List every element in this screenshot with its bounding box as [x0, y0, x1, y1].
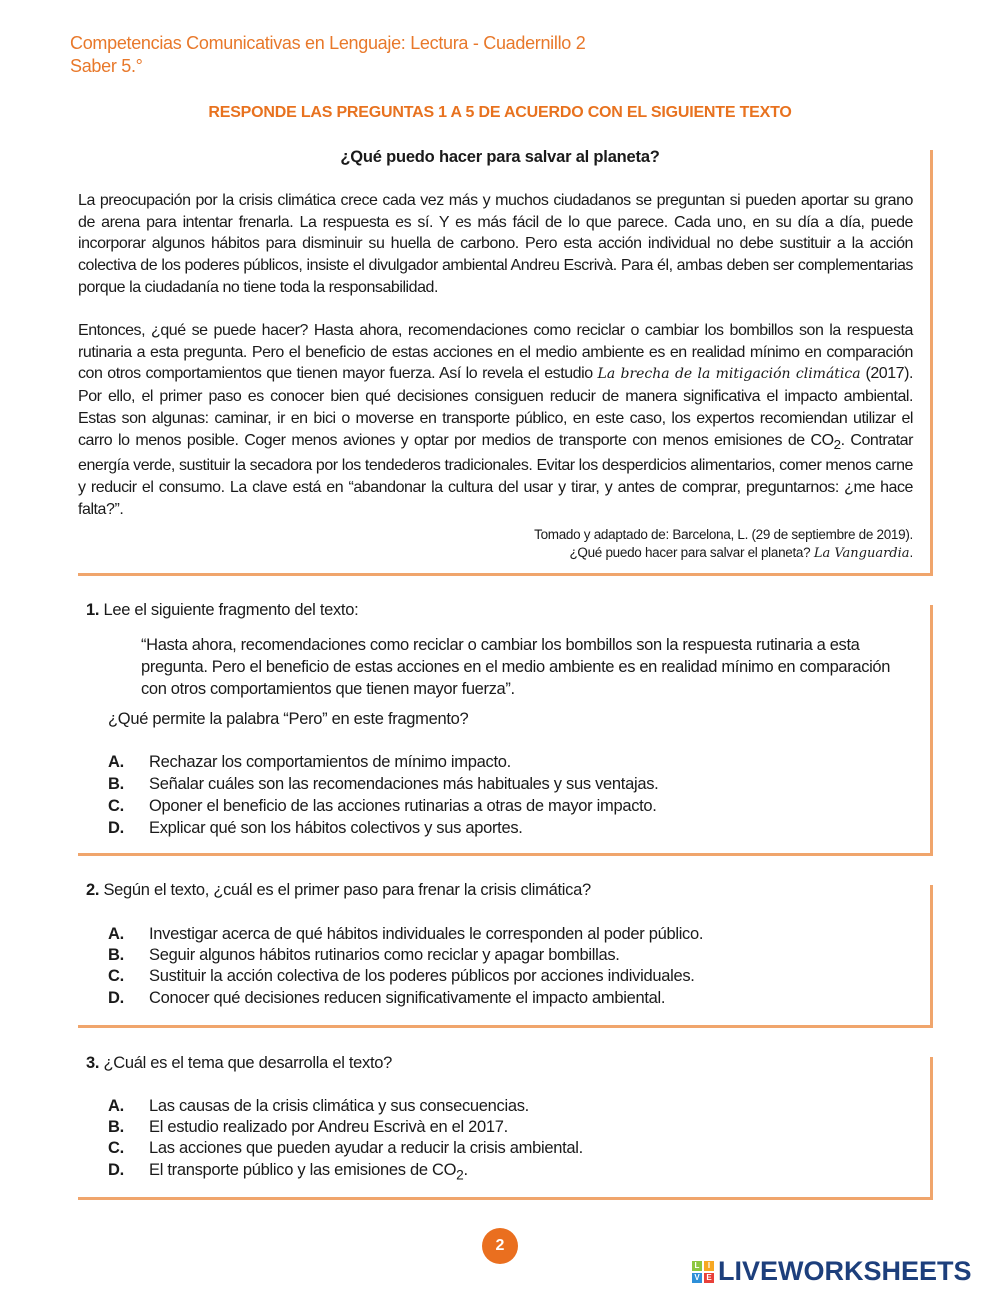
question-number: 1.	[86, 601, 100, 619]
subscript: 2	[456, 1167, 464, 1183]
header-grade: Saber 5.°	[70, 56, 143, 76]
option-letter: A.	[108, 925, 124, 943]
citation-line-1: Tomado y adaptado de: Barcelona, L. (29 de septiembre de 2019).	[534, 527, 913, 542]
reading-paragraph-2	[78, 320, 913, 521]
citation-line-2	[534, 544, 913, 563]
text: . Contratar energía verde, sustituir la secadora por los tendederos tradicionales. Evitar los desperdicios alimentarios, comer menos carne y reducir el consumo. La clave está en “abandonar la cultura del usar y tirar, y antes de comprar, preguntarnos: ¿me hace falta?”.	[78, 431, 914, 518]
option-text: El estudio realizado por Andreu Escrivà en el 2017.	[149, 1118, 508, 1136]
option-letter: D.	[108, 819, 124, 837]
option-text: Rechazar los comportamientos de mínimo impacto.	[149, 753, 511, 771]
source-name: La Vanguardia	[813, 546, 910, 561]
option-2b[interactable]	[108, 946, 620, 965]
logo-tile: I	[704, 1261, 714, 1271]
option-2c[interactable]	[108, 967, 695, 986]
option-text: Señalar cuáles son las recomendaciones más habituales y sus ventajas.	[149, 775, 659, 793]
option-text: El transporte público y las emisiones de CO	[149, 1161, 457, 1179]
logo-text: LIVEWORKSHEETS	[718, 1256, 972, 1286]
question-number: 3.	[86, 1054, 100, 1072]
reading-paragraph-1: La preocupación por la crisis climática crece cada vez más y muchos ciudadanos se preguntan si pueden aportar su grano de arena para intentar frenarla. La respuesta es sí. Y es más fácil de lo que parece. Cada uno, en su día a día, puede incorporar algunos hábitos para disminuir su huella de carbono. Pero esta acción individual no debe sustituir a la acción colectiva de los poderes públicos, insiste el divulgador ambiental Andreu Escrivà. Para él, ambas deben ser complementarias porque la ciudadanía no tiene toda la responsabilidad.	[78, 192, 913, 296]
option-1c[interactable]	[108, 797, 657, 816]
option-letter: C.	[108, 797, 124, 815]
text: Lee el siguiente fragmento del texto:	[103, 601, 359, 619]
question-1-prompt	[86, 601, 358, 620]
text: (2017). Por ello, el primer paso es conocer bien qué decisiones consiguen reducir de manera significativa el impacto ambiental. Estas son algunas: caminar, ir en bici o moverse en transporte público, en este caso, los expertos recomiendan utilizar el carro lo menos posible. Coger menos aviones y optar por medios de transporte con menos emisiones de CO	[78, 365, 913, 449]
question-number: 2.	[86, 881, 100, 899]
option-text: Las causas de la crisis climática y sus consecuencias.	[149, 1097, 529, 1115]
text: Según el texto, ¿cuál es el primer paso para frenar la crisis climática?	[103, 881, 591, 899]
subscript: 2	[833, 436, 841, 452]
option-letter: A.	[108, 1097, 124, 1115]
reading-title: ¿Qué puedo hacer para salvar al planeta?	[340, 148, 660, 166]
option-3a[interactable]	[108, 1097, 529, 1116]
text: .	[909, 545, 913, 560]
liveworksheets-logo[interactable]	[692, 1256, 972, 1287]
option-letter: B.	[108, 946, 124, 964]
option-letter: C.	[108, 967, 124, 985]
option-text: Seguir algunos hábitos rutinarios como reciclar y apagar bombillas.	[149, 946, 620, 964]
logo-tiles-icon	[692, 1261, 714, 1283]
page-number-badge: 2	[482, 1228, 518, 1264]
option-letter: D.	[108, 989, 124, 1007]
option-letter: C.	[108, 1139, 124, 1157]
option-3b[interactable]	[108, 1118, 508, 1137]
instruction: RESPONDE LAS PREGUNTAS 1 A 5 DE ACUERDO CON EL SIGUIENTE TEXTO	[208, 104, 792, 121]
text: ¿Qué puedo hacer para salvar el planeta?	[569, 545, 811, 560]
option-1d[interactable]	[108, 819, 523, 838]
text: ¿Cuál es el tema que desarrolla el texto?	[103, 1054, 392, 1072]
option-2a[interactable]	[108, 925, 703, 944]
question-1-text: ¿Qué permite la palabra “Pero” en este fragmento?	[108, 710, 469, 728]
option-text: Sustituir la acción colectiva de los poderes públicos por acciones individuales.	[149, 967, 695, 985]
option-letter: B.	[108, 775, 124, 793]
option-letter: D.	[108, 1161, 124, 1179]
option-text: Explicar qué son los hábitos colectivos y sus aportes.	[149, 819, 523, 837]
option-text: Las acciones que pueden ayudar a reducir la crisis ambiental.	[149, 1139, 583, 1157]
option-3c[interactable]	[108, 1139, 583, 1158]
question-3-prompt	[86, 1054, 392, 1073]
option-text: Conocer qué decisiones reducen significativamente el impacto ambiental.	[149, 989, 666, 1007]
option-3d[interactable]	[108, 1161, 468, 1182]
option-text: Oponer el beneficio de las acciones rutinarias a otras de mayor impacto.	[149, 797, 657, 815]
header-subject: Competencias Comunicativas en Lenguaje: Lectura - Cuadernillo 2	[70, 33, 586, 53]
text: .	[463, 1161, 468, 1179]
option-text: Investigar acerca de qué hábitos individuales le corresponden al poder público.	[149, 925, 704, 943]
option-letter: B.	[108, 1118, 124, 1136]
logo-tile: L	[692, 1261, 702, 1271]
question-2-prompt	[86, 881, 591, 900]
citation	[534, 526, 913, 563]
option-2d[interactable]	[108, 989, 665, 1008]
text: Entonces, ¿qué se puede hacer? Hasta ahora, recomendaciones como reciclar o cambiar los bombillos son la respuesta rutinaria a esta pregunta. Pero el beneficio de estas acciones en el medio ambiente es en realidad mínimo en comparación con otros comportamientos que tienen mayor fuerza. Así lo revela el estudio	[78, 322, 913, 383]
option-letter: A.	[108, 753, 124, 771]
logo-tile: V	[692, 1273, 702, 1283]
logo-tile: E	[704, 1273, 714, 1283]
option-1a[interactable]	[108, 753, 511, 772]
study-title: La brecha de la mitigación climática	[597, 366, 861, 383]
option-1b[interactable]	[108, 775, 658, 794]
question-1-quote: “Hasta ahora, recomendaciones como reciclar o cambiar los bombillos son la respuesta rutinaria a esta pregunta. Pero el beneficio de estas acciones en el medio ambiente es en realidad mínimo en comparación con otros comportamientos que tienen mayor fuerza”.	[141, 636, 891, 698]
